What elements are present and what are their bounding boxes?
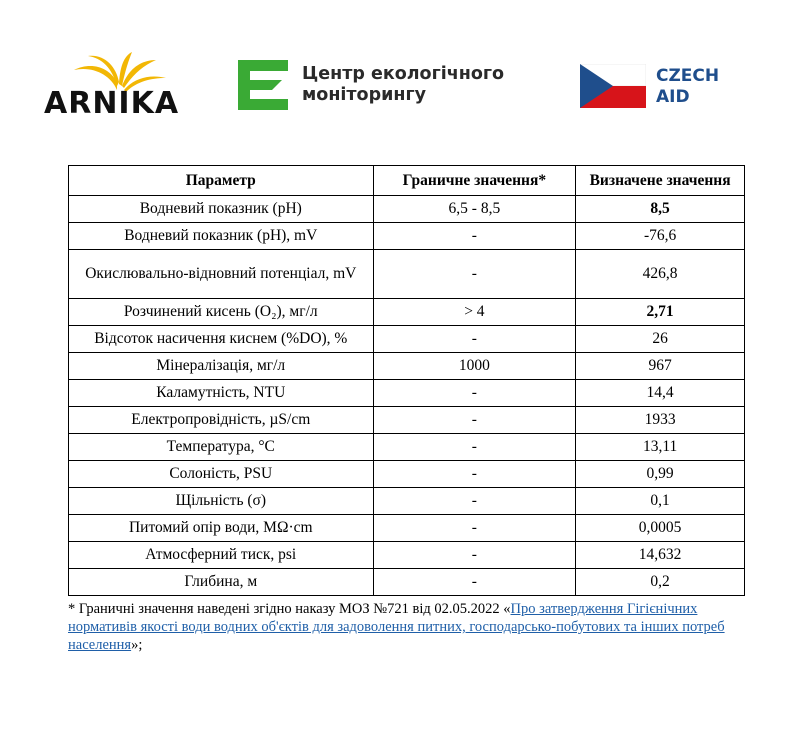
- logo-bar: [0, 0, 802, 140]
- table-row: [69, 299, 745, 326]
- table-row: [69, 515, 745, 542]
- param-cell: Відсоток насичення киснем (%DO), %: [69, 326, 374, 353]
- arnika-logo: [44, 52, 194, 122]
- value-cell: 14,632: [576, 542, 745, 569]
- value-cell: 14,4: [576, 380, 745, 407]
- value-cell: 0,99: [576, 461, 745, 488]
- header-value: Визначене значення: [576, 166, 745, 196]
- value-cell: 0,1: [576, 488, 745, 515]
- limit-cell: -: [373, 542, 576, 569]
- limit-cell: -: [373, 326, 576, 353]
- table-row: [69, 196, 745, 223]
- param-cell: Солоність, PSU: [69, 461, 374, 488]
- table-row: [69, 434, 745, 461]
- measurements-table: [68, 165, 745, 596]
- value-cell: 2,71: [576, 299, 745, 326]
- cem-line-1: Центр екологічного: [302, 64, 505, 84]
- regulation-link[interactable]: Про затвердження Гігієнічних нормативів якості води водних об'єктів для задоволення питних, господарсько-побутових та інших потреб населення: [68, 601, 725, 653]
- value-cell: -76,6: [576, 223, 745, 250]
- table-row: [69, 461, 745, 488]
- czech-aid-wordmark: [656, 66, 719, 108]
- footnote-prefix: * Граничні значення наведені згідно наказу МОЗ №721 від 02.05.2022 «: [68, 601, 511, 617]
- param-cell: Водневий показник (pH), mV: [69, 223, 374, 250]
- czech-line-1: CZECH: [656, 66, 720, 86]
- table-row: [69, 488, 745, 515]
- param-cell: Електропровідність, µS/cm: [69, 407, 374, 434]
- header-limit: Граничне значення*: [373, 166, 576, 196]
- header-parameter: Параметр: [69, 166, 374, 196]
- limit-cell: -: [373, 569, 576, 596]
- param-cell: Каламутність, NTU: [69, 380, 374, 407]
- param-cell: Питомий опір води, MΩ·cm: [69, 515, 374, 542]
- footnote: [68, 600, 758, 654]
- footnote-suffix: »;: [131, 637, 143, 653]
- limit-cell: -: [373, 250, 576, 299]
- czech-line-2: AID: [656, 87, 690, 107]
- value-cell: 426,8: [576, 250, 745, 299]
- param-cell: Температура, °C: [69, 434, 374, 461]
- table-row: [69, 569, 745, 596]
- table-row: [69, 326, 745, 353]
- value-cell: 1933: [576, 407, 745, 434]
- table-row: [69, 250, 745, 299]
- table-row: [69, 223, 745, 250]
- limit-cell: -: [373, 223, 576, 250]
- cem-wordmark: [302, 64, 542, 106]
- table-row: [69, 353, 745, 380]
- arnika-wordmark: ARNIKA: [44, 86, 180, 121]
- limit-cell: -: [373, 515, 576, 542]
- table-header-row: [69, 166, 745, 196]
- value-cell: 0,2: [576, 569, 745, 596]
- value-cell: 26: [576, 326, 745, 353]
- limit-cell: -: [373, 407, 576, 434]
- table-row: [69, 380, 745, 407]
- limit-cell: -: [373, 461, 576, 488]
- value-cell: 967: [576, 353, 745, 380]
- cem-e-mark-icon: [238, 60, 288, 110]
- limit-cell: 1000: [373, 353, 576, 380]
- limit-cell: -: [373, 488, 576, 515]
- limit-cell: > 4: [373, 299, 576, 326]
- table-row: [69, 407, 745, 434]
- param-cell: Окислювально-відновний потенціал, mV: [69, 250, 374, 299]
- cem-line-2: моніторингу: [302, 85, 427, 105]
- czech-flag-icon: [580, 64, 646, 108]
- limit-cell: 6,5 - 8,5: [373, 196, 576, 223]
- param-cell: Водневий показник (pH): [69, 196, 374, 223]
- limit-cell: -: [373, 434, 576, 461]
- table-row: [69, 542, 745, 569]
- value-cell: 0,0005: [576, 515, 745, 542]
- param-cell: Глибина, м: [69, 569, 374, 596]
- param-cell: Розчинений кисень (О₂), мг/л: [69, 299, 374, 326]
- value-cell: 13,11: [576, 434, 745, 461]
- param-cell: Мінералізація, мг/л: [69, 353, 374, 380]
- limit-cell: -: [373, 380, 576, 407]
- param-cell: Щільність (σ): [69, 488, 374, 515]
- value-cell: 8,5: [576, 196, 745, 223]
- param-cell: Атмосферний тиск, psi: [69, 542, 374, 569]
